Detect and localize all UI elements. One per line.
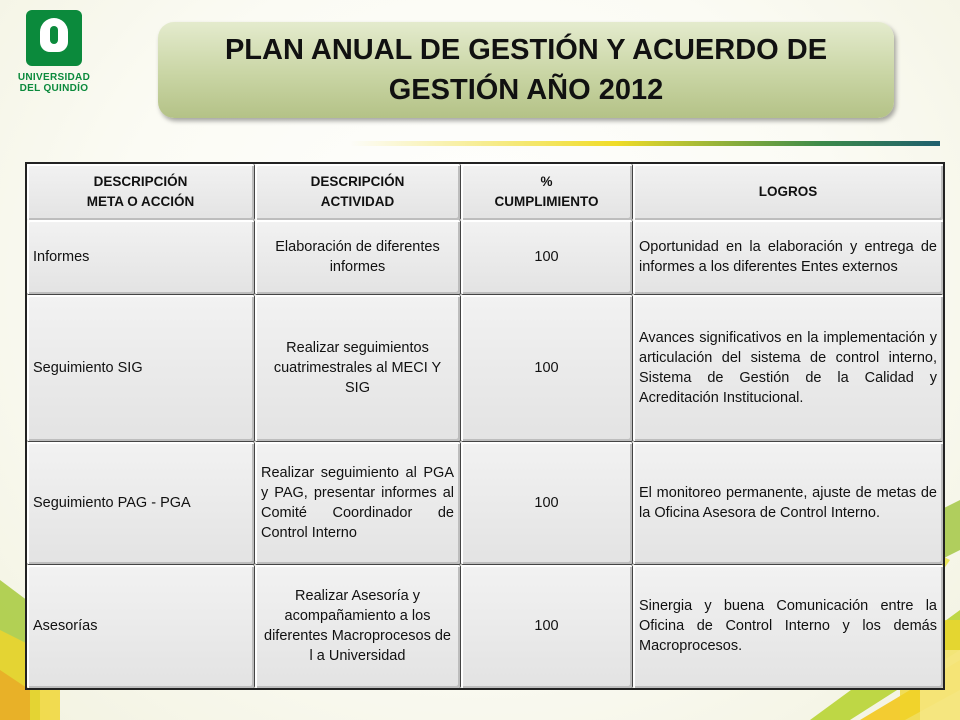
table-row bbox=[27, 220, 943, 295]
cell-cumplimiento: 100 bbox=[461, 220, 633, 295]
table-row bbox=[27, 295, 943, 442]
cell-actividad: Realizar seguimiento al PGA y PAG, presentar informes al Comité Coordinador de Control Interno bbox=[255, 442, 461, 565]
cell-meta: Seguimiento SIG bbox=[27, 295, 255, 442]
cell-meta: Asesorías bbox=[27, 565, 255, 688]
header-actividad-line-1: DESCRIPCIÓN bbox=[310, 174, 405, 189]
cell-actividad: Realizar seguimientos cuatrimestrales al MECI Y SIG bbox=[255, 295, 461, 442]
cell-cumplimiento: 100 bbox=[461, 295, 633, 442]
cell-actividad: Elaboración de diferentes informes bbox=[255, 220, 461, 295]
university-logo-mark bbox=[26, 10, 82, 66]
decorative-divider bbox=[350, 141, 940, 146]
table-row bbox=[27, 442, 943, 565]
title-banner bbox=[158, 22, 894, 118]
header-cumplimiento bbox=[461, 164, 633, 220]
page-title-line-1: PLAN ANUAL DE GESTIÓN Y ACUERDO DE bbox=[224, 34, 828, 66]
university-logo bbox=[8, 10, 100, 102]
page-title bbox=[225, 30, 827, 110]
logo-line-1: UNIVERSIDAD bbox=[17, 72, 91, 83]
plan-table bbox=[25, 162, 945, 690]
cell-actividad: Realizar Asesoría y acompañamiento a los diferentes Macroprocesos de l a Universidad bbox=[255, 565, 461, 688]
header-logros-line-1: LOGROS bbox=[758, 184, 818, 199]
header-meta-line-1: DESCRIPCIÓN bbox=[93, 174, 188, 189]
cell-logros: Sinergia y buena Comunicación entre la Oficina de Control Interno y los demás Macroprocesos. bbox=[633, 565, 943, 688]
cell-logros: Avances significativos en la implementación y articulación del sistema de control interno, Sistema de Gestión de la Calidad y Acreditación Institucional. bbox=[633, 295, 943, 442]
table-header-row bbox=[27, 164, 943, 220]
cell-logros: Oportunidad en la elaboración y entrega de informes a los diferentes Entes externos bbox=[633, 220, 943, 295]
cell-cumplimiento: 100 bbox=[461, 442, 633, 565]
cell-meta: Informes bbox=[27, 220, 255, 295]
page-title-line-2: GESTIÓN AÑO 2012 bbox=[388, 74, 664, 106]
header-actividad-line-2: ACTIVIDAD bbox=[320, 194, 395, 209]
header-cumplimiento-line-1: % bbox=[540, 174, 553, 189]
cell-meta: Seguimiento PAG - PGA bbox=[27, 442, 255, 565]
cell-logros: El monitoreo permanente, ajuste de metas de la Oficina Asesora de Control Interno. bbox=[633, 442, 943, 565]
header-logros bbox=[633, 164, 943, 220]
logo-line-2: DEL QUINDÍO bbox=[19, 83, 89, 94]
header-actividad bbox=[255, 164, 461, 220]
header-meta bbox=[27, 164, 255, 220]
cell-cumplimiento: 100 bbox=[461, 565, 633, 688]
table-row bbox=[27, 565, 943, 688]
header-meta-line-2: META O ACCIÓN bbox=[86, 194, 195, 209]
header-cumplimiento-line-2: CUMPLIMIENTO bbox=[494, 194, 599, 209]
university-logo-text bbox=[8, 72, 100, 94]
